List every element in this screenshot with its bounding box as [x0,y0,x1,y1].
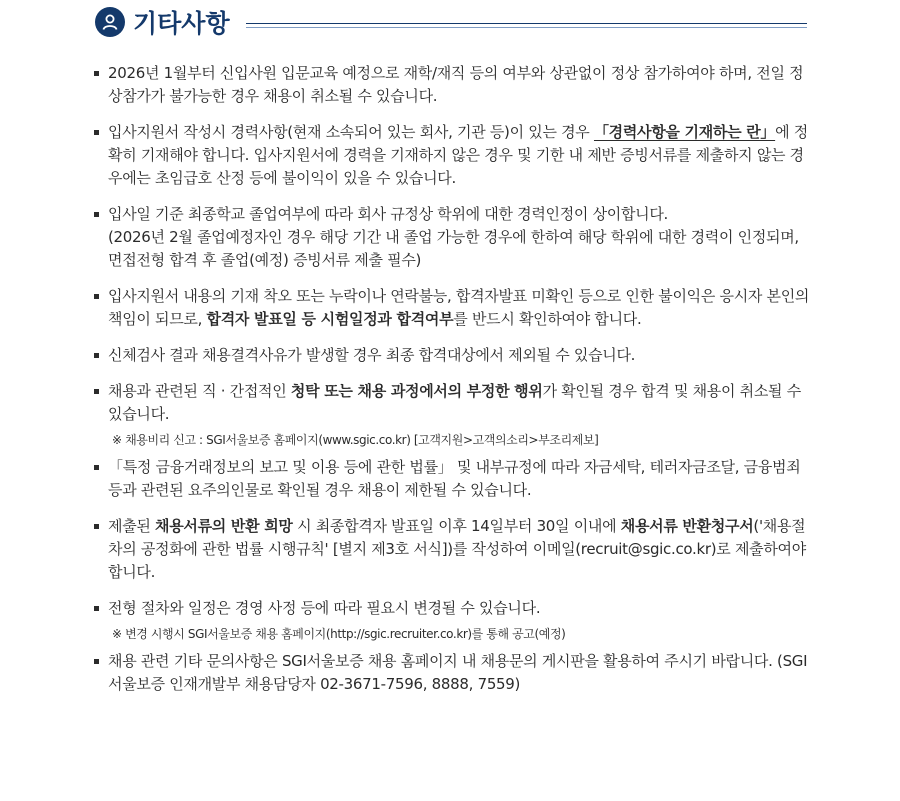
item-text: 채용 관련 기타 문의사항은 SGI서울보증 채용 홈페이지 내 채용문의 게시판을 활용하여 주시기 바랍니다. (SGI서울보증 인재개발부 채용담당자 02-3671-7596, 8888, 7559) [108,652,808,693]
list-item [92,456,816,502]
header-divider [246,21,807,31]
item-text: (2026년 2월 졸업예정자인 경우 해당 기간 내 졸업 가능한 경우에 한하여 해당 학위에 대한 경력이 인정되며, 면접전형 합격 후 졸업(예정) 증빙서류 제출 필수) [108,228,799,269]
item-text: 입사지원서 내용의 기재 착오 또는 누락이나 연락불능, 합격자발표 미확인 등으로 인한 불이익은 응시자 본인의 책임이 되므로, [108,287,810,328]
item-emphasis: 합격자 발표일 등 시험일정과 합격여부 [206,310,454,328]
item-text: 제출된 [108,517,156,535]
item-text: 전형 절차와 일정은 경영 사정 등에 따라 필요시 변경될 수 있습니다. [108,599,541,617]
item-note: ※ 변경 시행시 SGI서울보증 채용 홈페이지(http://sgic.recruiter.co.kr)를 통해 공고(예정) [112,627,566,641]
item-note: ※ 채용비리 신고 : SGI서울보증 홈페이지(www.sgic.co.kr) [고객지원>고객의소리>부조리제보] [112,433,599,447]
item-text: 입사일 기준 최종학교 졸업여부에 따라 회사 규정상 학위에 대한 경력인정이 상이합니다. [108,205,668,223]
item-text: 입사지원서 작성시 경력사항(현재 소속되어 있는 회사, 기관 등)이 있는 경우 [108,123,594,141]
item-emphasis: 채용서류 반환청구서 [620,517,754,535]
item-text: ('채용절차의 공정화에 관한 법률 시행규칙' [별지 제3호 서식])를 작성하여 이메일(recruit@sgic.co.kr)로 제출하여야 합니다. [108,517,806,581]
item-text: 시 최종합격자 발표일 이후 14일부터 30일 이내에 [292,517,621,535]
list-item [92,121,816,190]
list-item [92,203,816,272]
item-text: 를 반드시 확인하여야 합니다. [453,310,642,328]
item-text: 신체검사 결과 채용결격사유가 발생할 경우 최종 합격대상에서 제외될 수 있습니다. [108,346,636,364]
list-item [92,515,816,584]
list-item [92,344,816,367]
item-emphasis: 채용서류의 반환 희망 [155,517,293,535]
section-title: 기타사항 [133,9,230,38]
list-item [92,597,816,645]
list-item [92,285,816,331]
list-item [92,650,816,696]
item-text: 에 정확히 기재해야 합니다. 입사지원서에 경력을 기재하지 않은 경우 및 기한 내 제반 증빙서류를 제출하지 않는 경우에는 초임급호 산정 등에 불이익이 있을 수 있습니다. [108,123,808,187]
person-icon [95,7,125,37]
item-text: 2026년 1월부터 신입사원 입문교육 예정으로 재학/재직 등의 여부와 상관없이 정상 참가하여야 하며, 전일 정상참가가 불가능한 경우 채용이 취소될 수 있습니다. [108,64,804,105]
list-item [92,380,816,451]
item-text: 「특정 금융거래정보의 보고 및 이용 등에 관한 법률」 및 내부규정에 따라 자금세탁, 테러자금조달, 금융범죄 등과 관련된 요주의인물로 확인될 경우 채용이 제한될 수 있습니다. [108,458,801,499]
item-text: 채용과 관련된 직 · 간접적인 [108,382,291,400]
section-header [95,2,807,42]
item-emphasis: 「경력사항을 기재하는 란」 [593,123,776,141]
item-text: 가 확인될 경우 합격 및 채용이 취소될 수 있습니다. [108,382,801,423]
list-item [92,62,816,108]
item-emphasis: 청탁 또는 채용 과정에서의 부정한 행위 [290,382,543,400]
notice-list [92,62,816,709]
